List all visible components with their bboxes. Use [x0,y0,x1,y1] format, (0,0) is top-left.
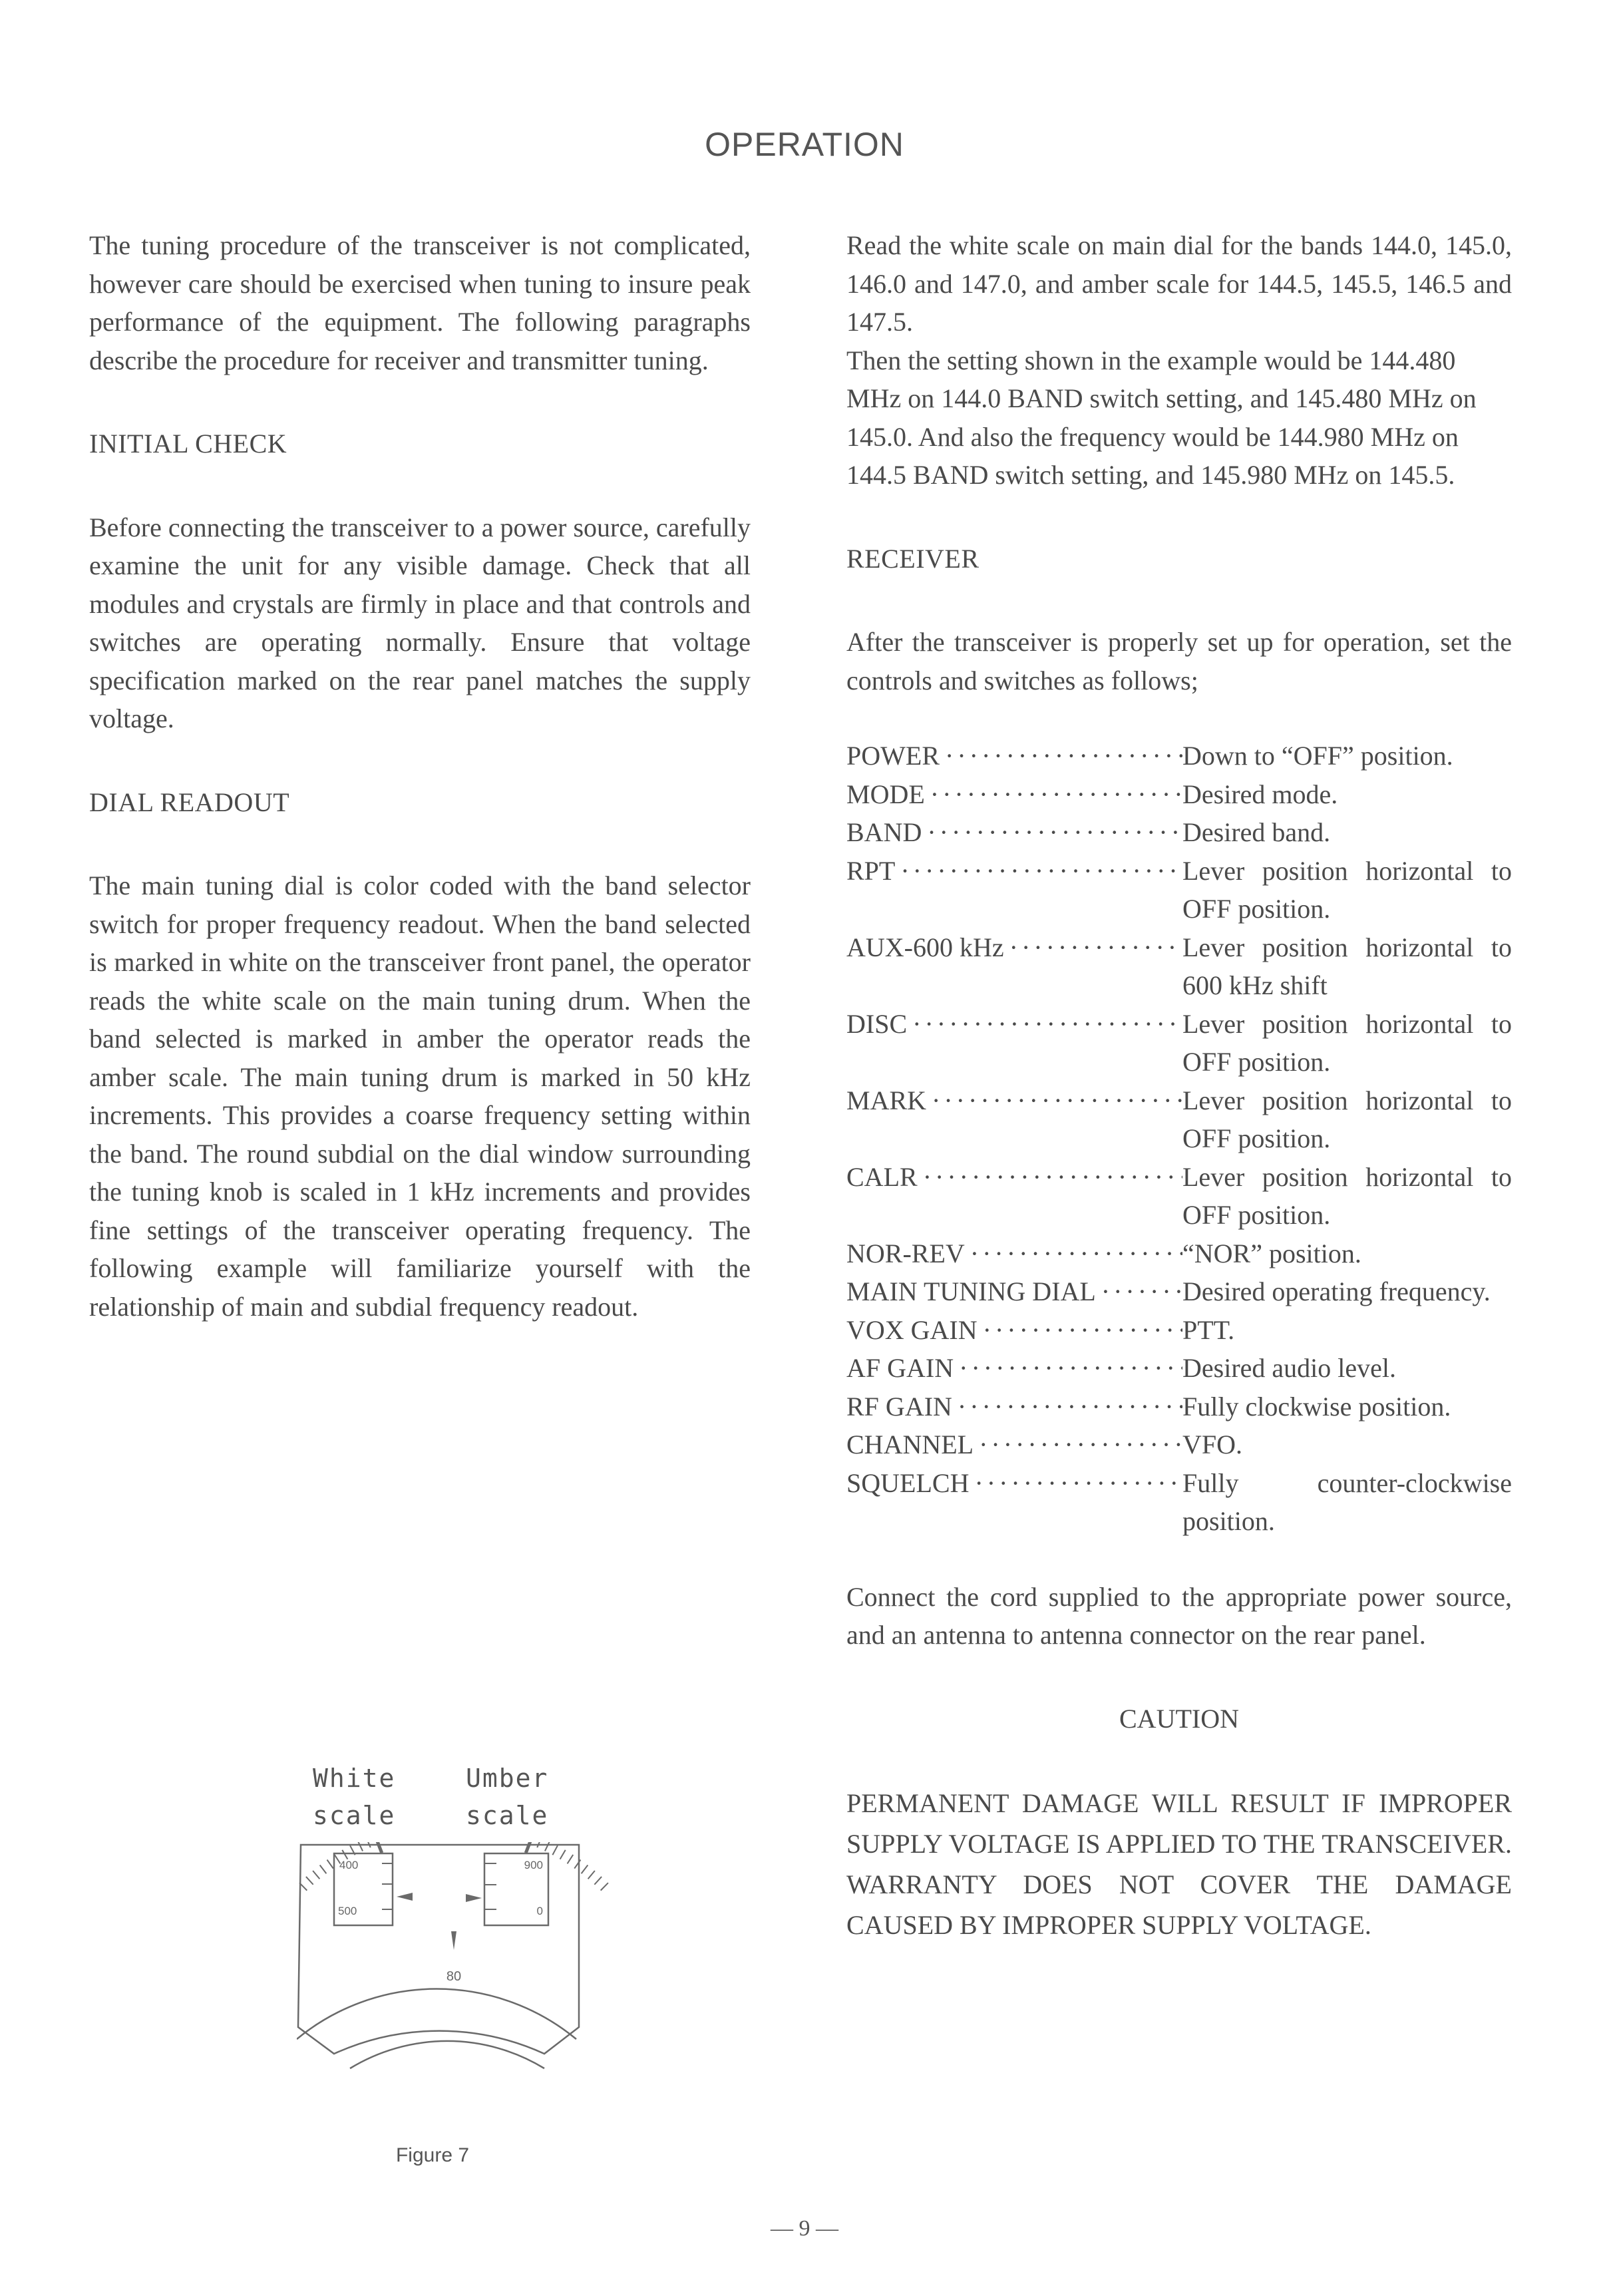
setting-name-text: NOR-REV [846,1238,965,1268]
setting-name [846,775,1182,814]
setting-name [846,813,1182,852]
setting-value: Desired band. [1182,817,1331,847]
dial-readout-heading: DIAL READOUT [89,787,290,817]
setting-row [846,1426,1512,1464]
subdial-minor-tick [320,1865,327,1874]
subdial-minor-tick [582,1865,588,1874]
setting-value: Down to “OFF” position. [1182,741,1453,771]
dot-leader [1096,1272,1182,1311]
setting-name [846,1235,1182,1273]
dial-window-drawing [297,1842,616,2122]
dial-window-outline [298,1845,579,2054]
setting-value: Desired operating frequency. [1182,1276,1491,1306]
dot-leader [940,737,1182,775]
intro-paragraph: The tuning procedure of the transceiver is not complicated, however care should be exercised when tuning to insure peak performance of the equipment. The following paragraphs describe the procedure for receiver and transmitter tuning. [89,230,751,375]
setting-row [846,1158,1512,1235]
dot-leader [954,1349,1182,1388]
setting-name [846,1005,1182,1081]
setting-row [846,1464,1512,1541]
subdial-minor-tick [327,1860,333,1869]
subdial-minor-tick [342,1850,347,1859]
umber-scale-pointer [466,1894,482,1902]
umber-scale-label-line2: scale [466,1801,549,1830]
setting-row [846,1005,1512,1081]
subdial-inner-arc [350,2041,544,2068]
white-scale-pointer [397,1893,413,1901]
setting-value: Fully counter-clockwise position. [1182,1467,1512,1536]
setting-name-text: CALR [846,1161,918,1192]
setting-name-text: CHANNEL [846,1430,974,1459]
subdial-minor-tick [588,1871,595,1879]
setting-value: Lever position horizontal to OFF position. [1182,1085,1512,1153]
setting-name [846,852,1182,928]
setting-row [846,852,1512,928]
setting-name-text: BAND [846,817,922,847]
setting-row [846,1388,1512,1426]
dot-leader [926,1081,1182,1158]
white-scale-label-line1: White [313,1764,396,1793]
subdial-minor-tick [601,1883,608,1890]
dot-leader [1004,928,1182,1005]
subdial-minor-tick [358,1842,363,1851]
figure-7-dial-diagram [299,1764,619,2096]
left-column [89,226,751,1326]
dot-leader [974,1426,1182,1464]
setting-name-text: RF GAIN [846,1391,952,1422]
dot-leader [978,1311,1182,1350]
receiver-intro-paragraph: After the transceiver is properly set up for operation, set the controls and switches as follows; [846,627,1512,695]
white-scale-bottom-value: 500 [338,1905,357,1917]
control-settings-list [846,737,1512,1541]
setting-name-text: DISC [846,1008,908,1039]
subdial-minor-tick [560,1850,566,1859]
dot-leader [895,852,1182,928]
setting-name [846,1349,1182,1388]
subdial-minor-tick [552,1845,558,1855]
initial-check-paragraph: Before connecting the transceiver to a power source, carefully examine the unit for any visible damage. Check that all modules and crystals are firmly in place and that controls and switches are operating normally. Ensure that voltage specification marked on the rear panel matches the supply voltage. [89,512,751,733]
dot-leader [965,1235,1182,1273]
page-number: — 9 — [771,2216,838,2241]
setting-value: Lever position horizontal to OFF position. [1182,1008,1512,1077]
setting-row [846,775,1512,814]
figure-caption: Figure 7 [395,2144,470,2166]
setting-value: Lever position horizontal to OFF position. [1182,1161,1512,1230]
dot-leader [918,1158,1182,1235]
subdial-major-tick [526,1842,533,1853]
subdial-minor-tick [313,1871,319,1879]
subdial-major-tick [375,1842,382,1853]
dial-readout-paragraph: The main tuning dial is color coded with the band selector switch for proper frequency readout. When the band selected is marked in white on the transceiver front panel, the operator reads the white scale on the main tuning drum. When the band selected is marked in amber the operator reads the amber scale. The main tuning drum is marked in 50 kHz increments. This provides a coarse frequency setting within the band. The round subdial on the dial window surrounding the tuning knob is scaled in 1 kHz increments and provides fine settings of the transceiver operating frequency. The following example will familiarize yourself with the relationship of main and subdial frequency readout. [89,870,751,1322]
subdial-minor-tick [545,1842,550,1851]
setting-name-text: MODE [846,779,925,809]
setting-name-text: POWER [846,741,940,771]
setting-value: Desired mode. [1182,779,1338,809]
setting-name [846,928,1182,1005]
setting-name-text: VOX GAIN [846,1314,978,1345]
setting-row [846,928,1512,1005]
setting-name [846,737,1182,775]
umber-scale-bottom-value: 0 [536,1905,543,1917]
dot-leader [925,775,1182,814]
setting-name [846,1272,1182,1311]
setting-value: Fully clockwise position. [1182,1391,1451,1422]
caution-paragraph: PERMANENT DAMAGE WILL RESULT IF IMPROPER SUPPLY VOLTAGE IS APPLIED TO THE TRANSCEIVER. WARRANTY DOES NOT COVER THE DAMAGE CAUSED BY IMPROPER SUPPLY VOLTAGE. [846,1788,1512,1940]
setting-name-text: AF GAIN [846,1353,954,1383]
white-scale-label-line2: scale [313,1801,396,1830]
setting-row [846,1081,1512,1158]
setting-name [846,1426,1182,1464]
setting-row [846,1311,1512,1350]
subdial-pointer [451,1931,456,1950]
umber-scale-top-value: 900 [524,1859,543,1871]
dot-leader [969,1464,1182,1541]
setting-value: PTT. [1182,1314,1235,1345]
setting-name [846,1311,1182,1350]
caution-heading: CAUTION [1119,1703,1239,1734]
page-title: OPERATION [705,126,904,163]
dot-leader [952,1388,1182,1426]
read-scale-paragraph: Read the white scale on main dial for the bands 144.0, 145.0, 146.0 and 147.0, and amber scale for 144.5, 145.5, 146.5 and 147.5. [846,230,1512,337]
subdial-minor-tick [594,1877,602,1885]
setting-name-text: MARK [846,1085,927,1115]
setting-row [846,1349,1512,1388]
setting-value: Desired audio level. [1182,1353,1396,1383]
setting-value: VFO. [1182,1430,1243,1459]
receiver-heading: RECEIVER [846,543,980,574]
setting-name-text: AUX-600 kHz [846,932,1004,962]
umber-scale-label-line1: Umber [466,1764,549,1793]
setting-value: “NOR” position. [1182,1238,1361,1268]
setting-row [846,737,1512,775]
setting-name [846,1388,1182,1426]
dot-leader [907,1005,1182,1081]
subdial-minor-tick [568,1855,574,1863]
setting-value: Lever position horizontal to 600 kHz shift [1182,932,1512,1000]
subdial-minor-tick [306,1877,313,1885]
subdial-value-label: 80 [446,1969,462,1984]
setting-name-text: RPT [846,855,896,886]
dot-leader [922,813,1182,852]
setting-row [846,813,1512,852]
example-paragraph: Then the setting shown in the example would be 144.480 MHz on 144.0 BAND switch setting, and 145.480 MHz on 145.0. And also the frequency would be 144.980 MHz on 144.5 BAND switch setting, and 145.980 MHz on 145.5. [846,345,1477,490]
setting-name-text: SQUELCH [846,1467,970,1498]
setting-name-text: MAIN TUNING DIAL [846,1276,1096,1306]
setting-row [846,1272,1512,1311]
connect-paragraph: Connect the cord supplied to the appropriate power source, and an antenna to antenna connector on the rear panel. [846,1581,1512,1650]
white-scale-top-value: 400 [339,1859,359,1871]
initial-check-heading: INITIAL CHECK [89,429,287,459]
setting-value: Lever position horizontal to OFF position. [1182,855,1512,924]
right-column [846,226,1512,1945]
setting-name [846,1158,1182,1235]
setting-name [846,1081,1182,1158]
setting-name [846,1464,1182,1541]
setting-row [846,1235,1512,1273]
